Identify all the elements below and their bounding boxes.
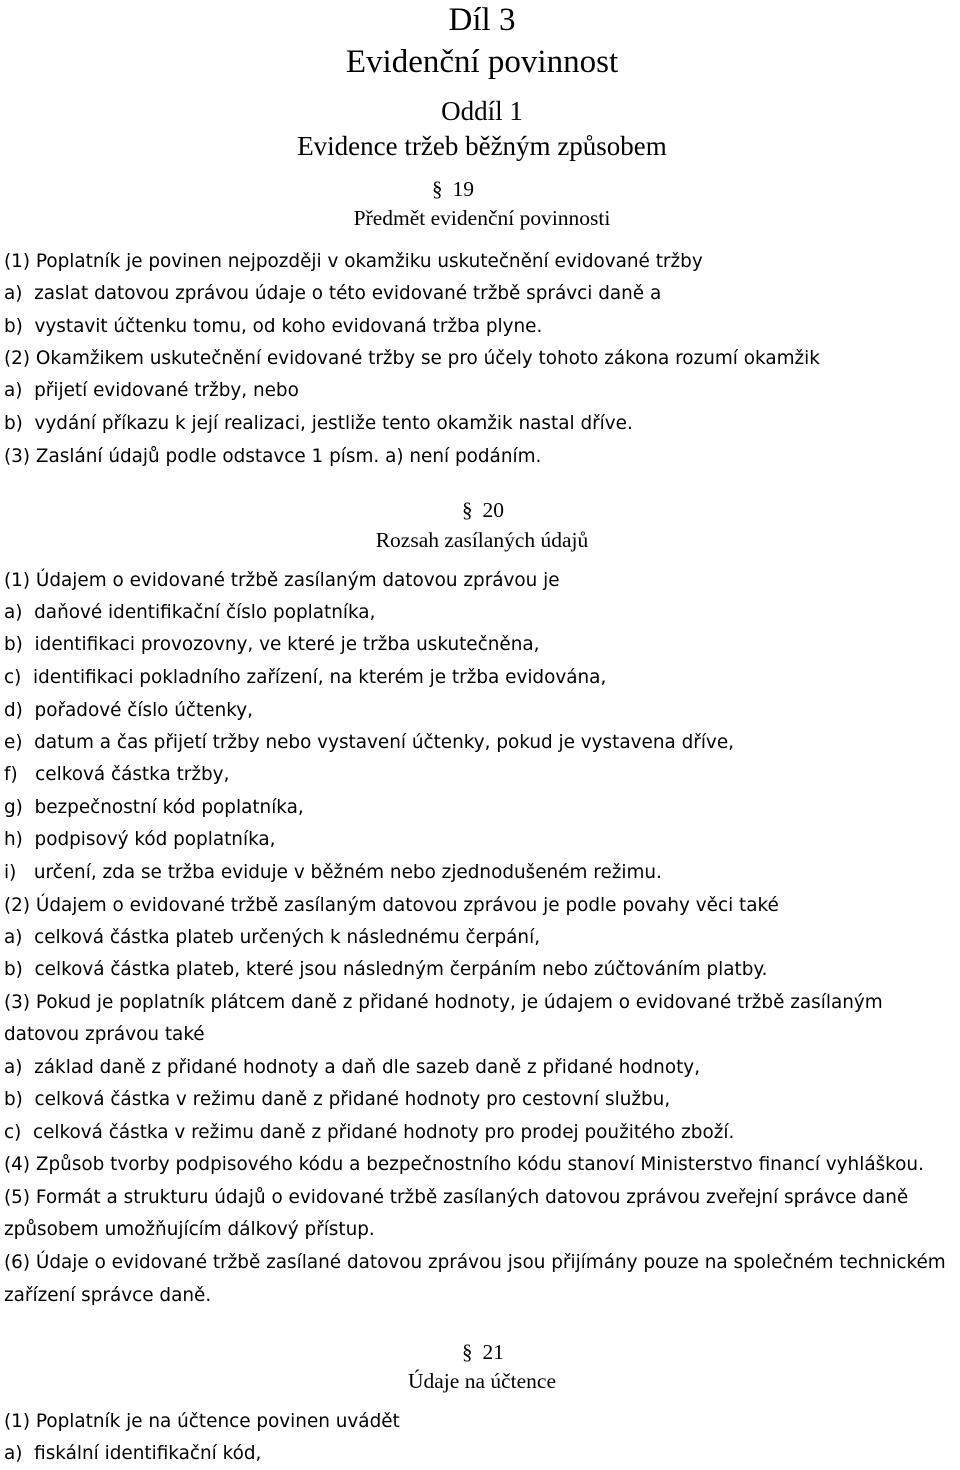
s20-line: g) bezpečnostní kód poplatníka, xyxy=(4,797,304,818)
s20-line: zařízení správce daně. xyxy=(4,1285,212,1306)
s20-line: h) podpisový kód poplatníka, xyxy=(4,829,276,850)
s19-line: (2) Okamžikem uskutečnění evidované tržby se pro účely tohoto zákona rozumí okamžik xyxy=(4,348,820,369)
s20-line: a) celková částka plateb určených k následnému čerpání, xyxy=(4,927,541,948)
s20-line: i) určení, zda se tržba eviduje v běžném nebo zjednodušeném režimu. xyxy=(4,862,662,883)
s19-line: (3) Zaslání údajů podle odstavce 1 písm. a) není podáním. xyxy=(4,446,542,467)
section-20-title: Rozsah zasílaných údajů xyxy=(375,528,589,552)
s20-line: e) datum a čas přijetí tržby nebo vystavení účtenky, pokud je vystavena dříve, xyxy=(4,732,734,753)
s19-line: b) vystavit účtenku tomu, od koho evidovaná tržba plyne. xyxy=(4,316,543,337)
division-label: Oddíl 1 xyxy=(441,96,523,126)
s20-line: b) celková částka plateb, které jsou následným čerpáním nebo zúčtováním platby. xyxy=(4,959,768,980)
s20-line: (6) Údaje o evidované tržbě zasílané datovou zprávou jsou přijímány pouze na společném technickém xyxy=(4,1252,946,1273)
section-number: 20 xyxy=(482,498,504,522)
section-20-heading xyxy=(462,496,504,524)
s19-line: a) zaslat datovou zprávou údaje o této evidované tržbě správci daně a xyxy=(4,283,662,304)
s20-line: c) celková částka v režimu daně z přidané hodnoty pro prodej použitého zboží. xyxy=(4,1122,735,1143)
paragraph-sign: § xyxy=(462,1340,473,1364)
s20-line: (4) Způsob tvorby podpisového kódu a bezpečnostního kódu stanoví Ministerstvo financí vyhláškou. xyxy=(4,1154,924,1175)
section-19-title: Předmět evidenční povinnosti xyxy=(353,206,611,230)
s20-line: b) celková částka v režimu daně z přidané hodnoty pro cestovní službu, xyxy=(4,1089,671,1110)
s20-line: (1) Údajem o evidované tržbě zasílaným datovou zprávou je xyxy=(4,570,560,591)
s20-line: b) identifikaci provozovny, ve které je tržba uskutečněna, xyxy=(4,634,540,655)
part-title: Evidenční povinnost xyxy=(345,44,619,80)
s20-line: způsobem umožňujícím dálkový přístup. xyxy=(4,1219,375,1240)
s21-line: (1) Poplatník je na účtence povinen uvádět xyxy=(4,1411,400,1432)
paragraph-sign: § xyxy=(462,498,473,522)
paragraph-sign: § xyxy=(432,177,443,201)
s20-line: d) pořadové číslo účtenky, xyxy=(4,700,253,721)
section-number: 21 xyxy=(482,1340,504,1364)
section-21-heading xyxy=(462,1338,504,1366)
s20-line: datovou zprávou také xyxy=(4,1024,205,1045)
s20-line: (2) Údajem o evidované tržbě zasílaným datovou zprávou je podle povahy věci také xyxy=(4,895,779,916)
s20-line: f) celková částka tržby, xyxy=(4,764,230,785)
section-21-title: Údaje na účtence xyxy=(407,1369,557,1393)
s20-line: (3) Pokud je poplatník plátcem daně z přidané hodnoty, je údajem o evidované tržbě zasílaným xyxy=(4,992,883,1013)
s21-line: a) fiskální identifikační kód, xyxy=(4,1443,262,1464)
s20-line: a) daňové identifikační číslo poplatníka, xyxy=(4,602,376,623)
s20-line: a) základ daně z přidané hodnoty a daň dle sazeb daně z přidané hodnoty, xyxy=(4,1057,701,1078)
section-19-heading xyxy=(432,175,474,203)
s19-line: b) vydání příkazu k její realizaci, jestliže tento okamžik nastal dříve. xyxy=(4,413,633,434)
s19-line: (1) Poplatník je povinen nejpozději v okamžiku uskutečnění evidované tržby xyxy=(4,251,703,272)
s20-line: c) identifikaci pokladního zařízení, na kterém je tržba evidována, xyxy=(4,667,607,688)
division-title: Evidence tržeb běžným způsobem xyxy=(297,131,667,161)
section-number: 19 xyxy=(452,177,474,201)
s19-line: a) přijetí evidované tržby, nebo xyxy=(4,380,299,401)
s20-line: (5) Formát a strukturu údajů o evidované tržbě zasílaných datovou zprávou zveřejní správce daně xyxy=(4,1187,909,1208)
part-label: Díl 3 xyxy=(448,2,516,38)
